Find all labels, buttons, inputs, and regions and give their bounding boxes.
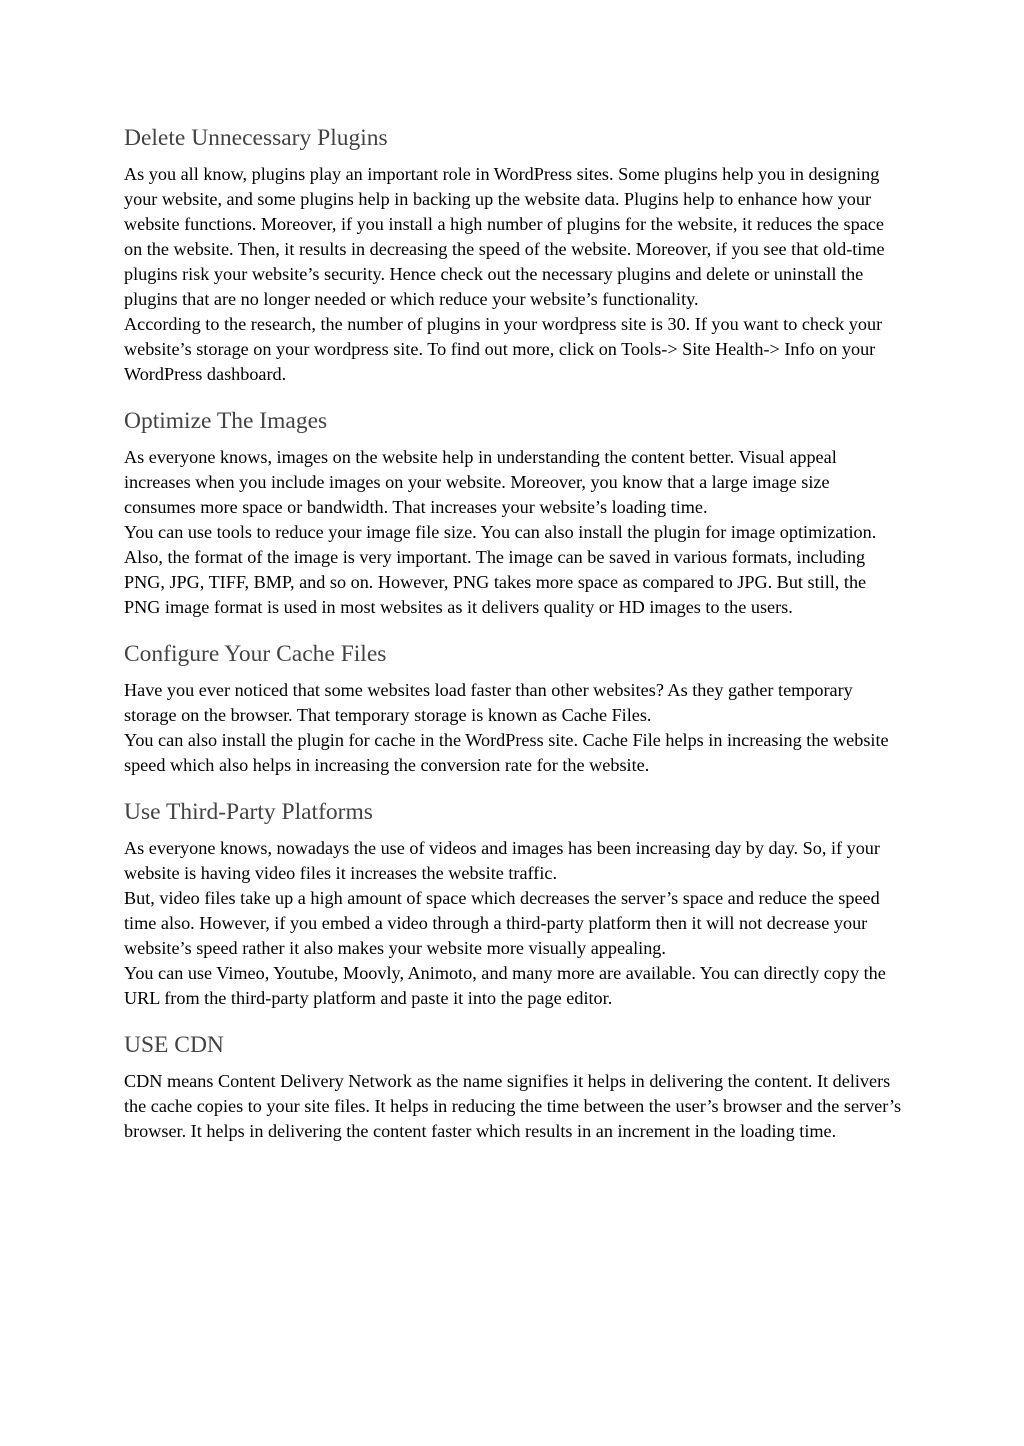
section-heading: Optimize The Images (124, 408, 328, 434)
paragraph: As you all know, plugins play an important role in WordPress sites. Some plugins help you in designing your website, and some plugins help in backing up the website data. Plugins help to enhance how your website functions. Moreover, if you install a high number of plugins for the website, it reduces the space on the website. Then, it results in decreasing the speed of the website. Moreover, if you see that old-time plugins risk your website’s security. Hence check out the necessary plugins and delete or uninstall the plugins that are no longer needed or which reduce your website’s functionality. (124, 164, 885, 309)
section-heading: Configure Your Cache Files (124, 641, 387, 667)
section-use-cdn (124, 1027, 904, 1144)
section-third-party-platforms (124, 794, 904, 1011)
section-cache-files (124, 636, 904, 778)
paragraph: CDN means Content Delivery Network as the name signifies it helps in delivering the content. It delivers the cache copies to your site files. It helps in reducing the time between the user’s browser and the server’s browser. It helps in delivering the content faster which results in an increment in the loading time. (124, 1071, 902, 1141)
section-heading: USE CDN (124, 1032, 224, 1058)
section-heading: Use Third-Party Platforms (124, 799, 373, 825)
paragraph: You can also install the plugin for cache in the WordPress site. Cache File helps in increasing the website speed which also helps in increasing the conversion rate for the website. (124, 730, 889, 775)
section-optimize-images (124, 403, 904, 620)
document-page (124, 120, 904, 1160)
paragraph: As everyone knows, images on the website help in understanding the content better. Visual appeal increases when you include images on your website. Moreover, you know that a large image size consumes more space or bandwidth. That increases your website’s loading time. (124, 447, 837, 517)
section-heading: Delete Unnecessary Plugins (124, 125, 388, 151)
paragraph: But, video files take up a high amount of space which decreases the server’s space and reduce the speed time also. However, if you embed a video through a third-party platform then it will not decrease your website’s speed rather it also makes your website more visually appealing. (124, 888, 880, 958)
paragraph: According to the research, the number of plugins in your wordpress site is 30. If you want to check your website’s storage on your wordpress site. To find out more, click on Tools-> Site Health-> Info on your WordPress dashboard. (124, 314, 883, 384)
section-delete-plugins (124, 120, 904, 387)
paragraph: You can use tools to reduce your image file size. You can also install the plugin for image optimization. Also, the format of the image is very important. The image can be saved in various formats, including PNG, JPG, TIFF, BMP, and so on. However, PNG takes more space as compared to JPG. But still, the PNG image format is used in most websites as it delivers quality or HD images to the users. (124, 522, 877, 617)
paragraph: Have you ever noticed that some websites load faster than other websites? As they gather temporary storage on the browser. That temporary storage is known as Cache Files. (124, 680, 853, 725)
paragraph: You can use Vimeo, Youtube, Moovly, Animoto, and many more are available. You can directly copy the URL from the third-party platform and paste it into the page editor. (124, 963, 886, 1008)
paragraph: As everyone knows, nowadays the use of videos and images has been increasing day by day. So, if your website is having video files it increases the website traffic. (124, 838, 880, 883)
